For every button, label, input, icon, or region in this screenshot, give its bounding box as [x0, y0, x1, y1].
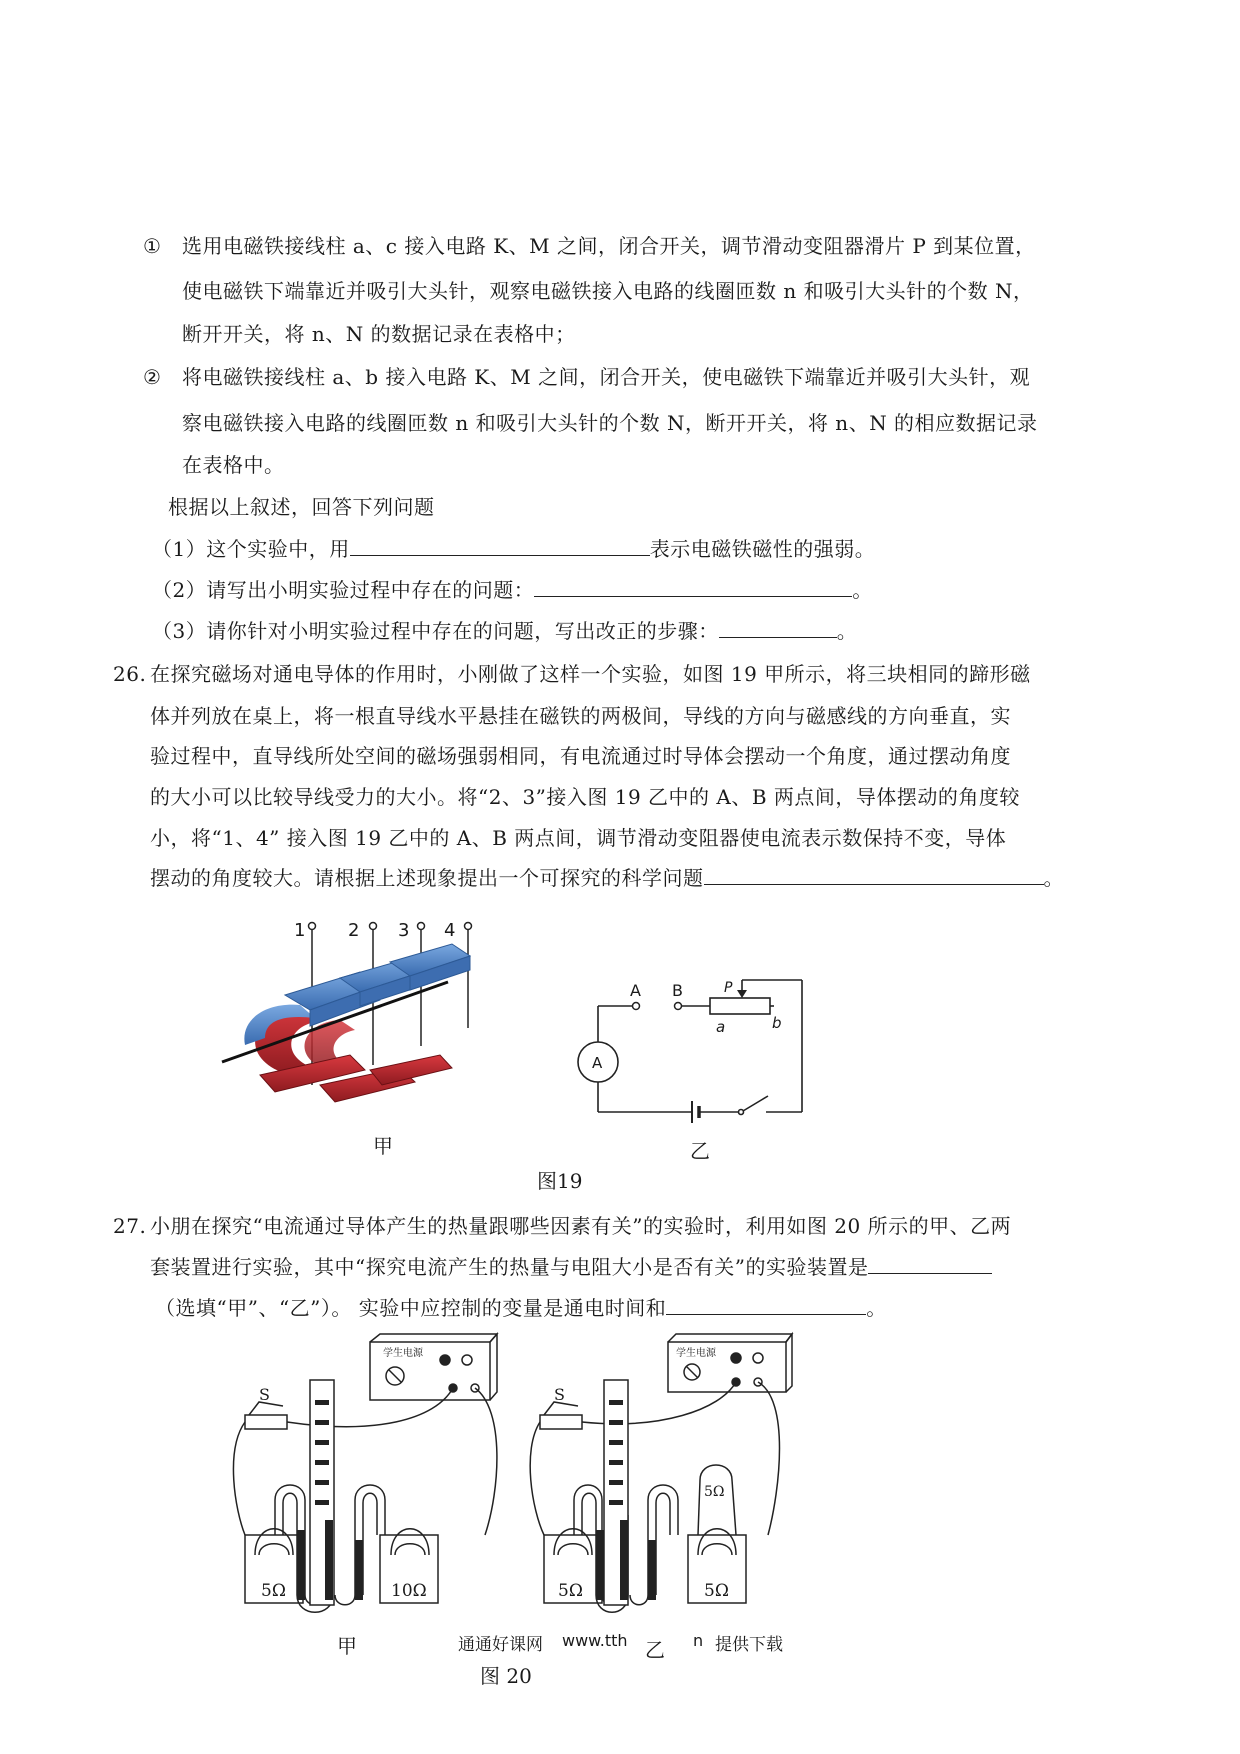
q25-sub3 [152, 617, 857, 645]
q25-sub1-blank[interactable] [350, 535, 650, 556]
q25-sub2-pre: （2）请写出小明实验过程中存在的问题： [152, 578, 535, 602]
q25-intro: 根据以上叙述，回答下列问题 [168, 495, 435, 519]
q27-blank-2[interactable] [666, 1294, 866, 1315]
q27-number: 27. [113, 1214, 147, 1238]
circuit-label-P: P [724, 980, 733, 996]
terminal-3: 3 [398, 920, 410, 941]
q25-sub2-blank[interactable] [534, 576, 852, 597]
q25-sub1 [152, 535, 875, 563]
fig20-yi-right-resistor: 5Ω [704, 1581, 729, 1601]
q26-line-5: 小，将“1、4” 接入图 19 乙中的 A、B 两点间，调节滑动变阻器使电流表示数保持不变，导体 [150, 826, 1007, 850]
q26-last-pre: 摆动的角度较大。请根据上述现象提出一个可探究的科学问题 [150, 866, 704, 890]
fig20-yi-power-label: 学生电源 [676, 1348, 716, 1359]
q25-sub1-pre: （1）这个实验中，用 [152, 537, 350, 561]
q26-line-3: 验过程中，直导线所处空间的磁场强弱相同，有电流通过时导体会摆动一个角度，通过摆动角度 [150, 744, 1011, 768]
q25-sub2 [152, 576, 873, 604]
watermark-url-tail: n [693, 1631, 704, 1650]
q26-last-post: 。 [1043, 866, 1064, 890]
q27-line-3-pre: （选填“甲”、“乙”）。 实验中应控制的变量是通电时间和 [155, 1296, 667, 1320]
q26-line-1: 在探究磁场对通电导体的作用时，小刚做了这样一个实验，如图 19 甲所示，将三块相同的蹄形磁 [150, 662, 1031, 686]
watermark-site-name: 通通好课网 [458, 1635, 543, 1655]
circuit-label-a: a [716, 1018, 726, 1036]
fig19-magnets-diagram [230, 910, 520, 1110]
step1-marker: ① [143, 234, 162, 258]
fig20-label-yi: 乙 [645, 1638, 665, 1662]
fig19-caption: 图19 [537, 1169, 583, 1193]
circuit-label-b: b [772, 1014, 782, 1032]
step1-line-3: 断开开关，将 n、N 的数据记录在表格中； [182, 322, 576, 346]
step1-line-2: 使电磁铁下端靠近并吸引大头针，观察电磁铁接入电路的线圈匝数 n 和吸引大头针的个数 N， [182, 279, 1034, 303]
circuit-label-A: A [630, 981, 641, 1000]
q25-sub3-blank[interactable] [719, 617, 837, 638]
q27-line-2 [150, 1253, 992, 1281]
fig20-caption: 图 20 [480, 1664, 532, 1688]
step2-line-1: 将电磁铁接线柱 a、b 接入电路 K、M 之间，闭合开关，使电磁铁下端靠近并吸引大头针，观 [182, 365, 1031, 389]
fig19-circuit-diagram [570, 980, 810, 1140]
watermark-url: www.tth [562, 1631, 628, 1650]
q25-sub2-post: 。 [852, 578, 873, 602]
q27-blank-1[interactable] [868, 1253, 992, 1274]
step2-marker: ② [143, 365, 162, 389]
q27-line-3 [155, 1294, 887, 1322]
step1-line-1: 选用电磁铁接线柱 a、c 接入电路 K、M 之间，闭合开关，调节滑动变阻器滑片 P 到某位置， [182, 234, 1036, 258]
fig20-jia-switch-label: S [259, 1385, 270, 1404]
q26-line-4: 的大小可以比较导线受力的大小。将“2、3”接入图 19 乙中的 A、B 两点间，导体摆动的角度较 [150, 785, 1020, 809]
step2-line-3: 在表格中。 [182, 453, 285, 477]
q27-line-1: 小朋在探究“电流通过导体产生的热量跟哪些因素有关”的实验时，利用如图 20 所示的甲、乙两 [150, 1214, 1012, 1238]
terminal-2: 2 [348, 920, 360, 941]
q25-sub3-post: 。 [836, 619, 858, 643]
q26-blank[interactable] [704, 864, 1044, 885]
step2-line-2: 察电磁铁接入电路的线圈匝数 n 和吸引大头针的个数 N，断开开关，将 n、N 的相应数据记录 [182, 411, 1038, 435]
ammeter-icon: A [592, 1054, 603, 1072]
fig20-apparatus-yi [540, 1340, 810, 1630]
q27-line-2-pre: 套装置进行实验，其中“探究电流产生的热量与电阻大小是否有关”的实验装置是 [150, 1255, 869, 1279]
circuit-label-B: B [672, 981, 683, 1000]
fig20-jia-power-label: 学生电源 [383, 1348, 423, 1359]
fig19-label-yi: 乙 [690, 1139, 710, 1163]
fig20-jia-left-resistor: 5Ω [261, 1581, 286, 1601]
slider-arrow [737, 990, 747, 998]
fig20-yi-switch-label: S [554, 1385, 565, 1404]
q27-line-3-post: 。 [866, 1296, 887, 1320]
terminal-4: 4 [444, 920, 456, 941]
fig20-jia-right-resistor: 10Ω [391, 1581, 427, 1601]
watermark-download: 提供下载 [715, 1635, 783, 1655]
q26-line-2: 体并列放在桌上，将一根直导线水平悬挂在磁铁的两极间，导线的方向与磁感线的方向垂直，实 [150, 704, 1011, 728]
terminal-1: 1 [294, 920, 306, 941]
q26-line-6 [150, 864, 1064, 892]
fig19-label-jia: 甲 [373, 1134, 393, 1158]
fig20-label-jia: 甲 [337, 1634, 357, 1658]
q25-sub1-post: 表示电磁铁磁性的强弱。 [649, 537, 876, 561]
fig20-apparatus-jia [235, 1340, 505, 1630]
fig20-yi-parallel-resistor: 5Ω [704, 1484, 725, 1500]
terminal-a-point [633, 1003, 640, 1010]
q25-sub3-pre: （3）请你针对小明实验过程中存在的问题，写出改正的步骤： [152, 619, 719, 643]
q26-number: 26. [113, 662, 147, 686]
terminal-b-point [675, 1003, 682, 1010]
fig20-yi-left-resistor: 5Ω [558, 1581, 583, 1601]
